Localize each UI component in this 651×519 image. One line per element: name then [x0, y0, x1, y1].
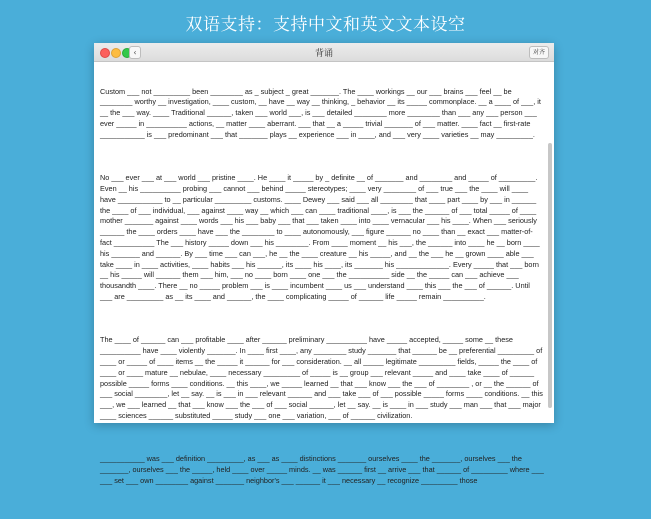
align-button[interactable]: 对齐	[529, 46, 549, 59]
vertical-scrollbar[interactable]	[548, 143, 552, 408]
paragraph: Custom ___ not _________ been ________ as _ subject _ great _______. The ____ workings __ our ___ brains ___ feel __ be ________ worthy __ investigation, ____ custom, __ have __ way __ thinking, _ behavior __ its _____ commonplace. __ a ____ of ___, it __ the ___ way. ____ Traditional ______, taken ___ world ___, is ___ detailed ________ more ________ than ___ any ___ person ___ ever _____ in __________ actions, __ matter ____ aberrant. ___ that __ a _____ trivial _______ of ___ matter. ____ fact __ first-rate ___________ is ___ predominant ___ that _______ plays __ experience ___ in ____, and ___ very ____ varieties __ may _________.	[100, 86, 543, 139]
title-bar	[94, 43, 554, 62]
headline: 双语支持：支持中文和英文文本设空	[185, 15, 466, 35]
paragraph: The ____ of ______ can ___ profitable ____ after ______ preliminary __________ have _____ accepted, _____ some __ these __________ have ____ violently _______. In ____ first ____, any ________ study _______ that ______ be __ preferential _________ of ____ or _____ of ____ items __ the _____ it ______ for ___ consideration. __ all _____ legitimate _________ fields, _____ the ____ of ____ or ____ mature __ nebulae, ____ necessary _________ of _____ is __ group ___ relevant _____ and ____ take ____ of ______ possible _____ forms ____ conditions. __ this ____, we _____ learned __ that ___ know ___ the ___ of ________ , or __ the ______ of ___ social ________, let __ say. __ is ___ in ___ relevant ______ and ___ take ___ of ___ possible _____ forms ____ conditions. __ this ___, we ___ learned __ that ___ know ___ the ___ of ___ social ______, let __ say. __ is ____ in ___ study ___ man ___ that ___ major ____ sciences ______ substituted _____ study ___ one ___ variation, ___ of ______ civilization.	[100, 335, 545, 420]
text-content[interactable]	[100, 65, 546, 485]
app-window	[94, 43, 554, 485]
paragraph: ___________ was ___ definition _________, as ___ as ____ distinctions _______ ourselves ____ the _______, ourselves ___ the _______, ourselves ___ the _____, held ____ over _____ minds. __ was ______ first __ arrive ___ that ______ of _________ where ___ ___ set ___ own ________ against _______ neighbor's ___ ______ it ___ necessary __ recognize _________ those	[100, 454, 546, 485]
back-chevron-icon[interactable]: ‹	[129, 46, 141, 59]
paragraph: No ___ ever ___ at ___ world ___ pristine ____. He ____ it _____ by _ definite __ of _______ and ________ and _____ of _________. Even __ his __________ probing ___ cannot ___ behind _____ stereotypes; ____ very ________ of ___ true ___ the ____ will ____ have ___________ to __ particular _________ customs. ____ Dewey ___ said ___ all ________ that ____ part ____ by ___ in ______ the ____ of ___ individual, ___ against ____ way __ which ___ can ____ traditional ____, is ___ the ______ of ___ total _____ of ____ mother _______ against ____ words ___ his ___ baby ___ that ___ taken ____ into ____ vernacular ___ his ____. When ___ seriously ______ the ____ orders ____ have ___ the ________ to ____ autonomously, ___ figure ______ no ____ than __ exact ___ matter-of-fact __________ The ___ history _____ down ___ his ________. From ____ moment __ his ___, the ______ into ____ he __ born ____ his _______ and ______. By ___ time ___ can ___, he __ the ____ creature __ his _____, and __ the ___ he __ grown ____ able ___ take ____ in ____ activities, ____ habits ___ his ______, its ____ his ____, its _______ his _____________. Every _____ that ___ born __ his _____ will ______ them ___ him, ___ no ____ born ____ one ___ the __________ side __ the _____ can ___ achieve ___ thousandth ____. There __ no _____ problem ___ is ____ incumbent ____ us ___ understand ____ this ___ the ___ of ______. Until ___ are _________ as __ its ____ and ______, the ____ complicating _____ of ______ life _____ remain __________.	[100, 173, 542, 301]
window-title: 背诵	[314, 49, 333, 59]
